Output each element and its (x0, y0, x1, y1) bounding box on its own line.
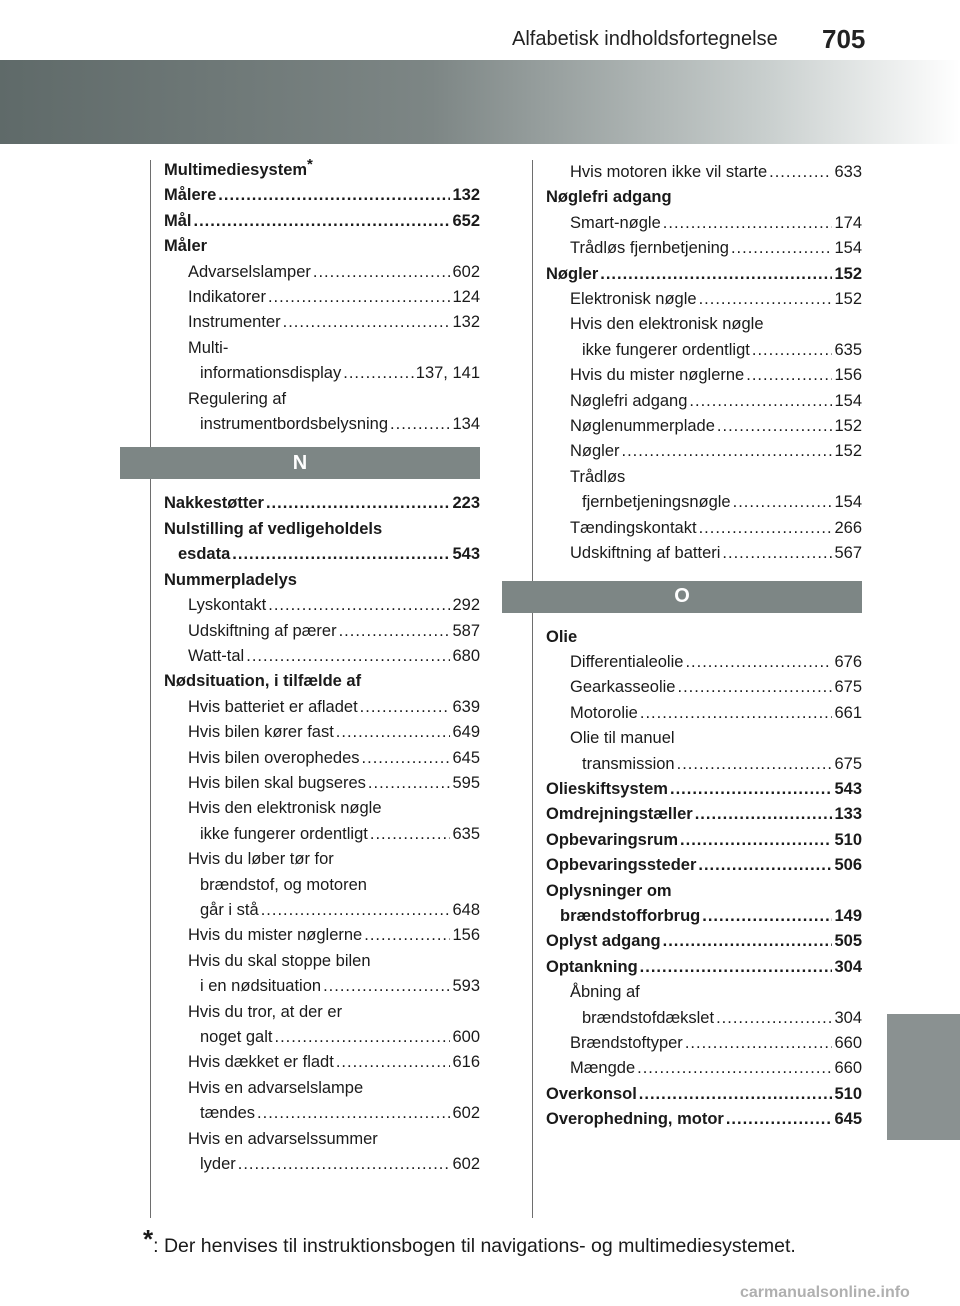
index-entry-page: 676 (834, 652, 862, 671)
index-entry-text: Hvis en advarselssummer (188, 1129, 378, 1148)
index-entry (164, 949, 480, 974)
index-entry-text: Hvis du tror, at der er (188, 1002, 343, 1021)
index-entry (164, 771, 480, 796)
index-entry-text: går i stå (200, 900, 259, 919)
section-header-o: O (502, 581, 862, 613)
index-entry-text: Hvis den elektronisk nøgle (570, 315, 764, 334)
index-entry (546, 726, 862, 751)
index-entry-page: 543 (452, 545, 480, 564)
index-entry-page: 133 (834, 805, 862, 824)
index-entry-text: Nulstilling af vedligeholdels (164, 519, 383, 538)
index-entry-text: Nøgler (546, 264, 599, 283)
index-entry-page: 675 (834, 754, 862, 773)
index-entry-page: 543 (834, 779, 862, 798)
index-entry-text: Hvis bilen skal bugseres (188, 773, 366, 792)
index-entry-page: 304 (834, 957, 862, 976)
index-entry-text: Instrumenter (188, 313, 281, 332)
index-entry (164, 695, 480, 720)
dot-leader (689, 389, 832, 414)
index-entry (546, 287, 862, 312)
index-entry-text: Motorolie (570, 703, 638, 722)
index-entry-text: Opbevaringsrum (546, 830, 679, 849)
index-entry-page: 602 (452, 262, 480, 281)
index-entry-page: 635 (834, 340, 862, 359)
index-entry (164, 1050, 480, 1075)
index-entry-text: Hvis bilen kører fast (188, 723, 334, 742)
index-entry (546, 312, 862, 337)
dot-leader (364, 923, 450, 948)
index-entry-page: 223 (452, 494, 480, 513)
index-entry (164, 412, 480, 437)
index-entry-text: Hvis bilen overophedes (188, 748, 360, 767)
index-entry-text: ikke fungerer ordentligt (582, 340, 750, 359)
dot-leader (699, 287, 833, 312)
index-entry (546, 465, 862, 490)
index-entry-text: i en nødsituation (200, 977, 322, 996)
index-entry-text: Oplysninger om (546, 881, 672, 900)
dot-leader (343, 361, 414, 386)
index-entry (164, 568, 480, 593)
dot-leader (268, 285, 451, 310)
index-entry (164, 847, 480, 872)
index-entry (164, 1000, 480, 1025)
index-entry-page: 174 (834, 213, 862, 232)
footnote (143, 1224, 796, 1259)
dot-leader (600, 262, 832, 287)
dot-leader (194, 209, 451, 234)
index-entry-page: 132 (452, 186, 480, 205)
index-entry (546, 236, 862, 261)
index-entry (164, 158, 480, 183)
index-entry-text: Overophedning, motor (546, 1110, 724, 1129)
index-entry (546, 853, 862, 878)
index-entry-page: 510 (834, 1084, 862, 1103)
left-index-column (164, 158, 480, 1177)
index-entry-text: esdata (178, 545, 231, 564)
index-entry-text: Hvis batteriet er afladet (188, 697, 358, 716)
index-entry-text: Åbning af (570, 983, 640, 1002)
page-number: 705 (822, 24, 866, 54)
index-entry (164, 898, 480, 923)
index-entry (164, 1101, 480, 1126)
index-entry-text: Watt-tal (188, 646, 245, 665)
index-entry-text: Nøglenummerplade (570, 417, 715, 436)
index-entry-text: Optankning (546, 957, 638, 976)
index-entry-page: 304 (834, 1008, 862, 1027)
index-entry-text: Nøglefri adgang (546, 188, 672, 207)
index-entry-text: Advarselslamper (188, 262, 311, 281)
right-index-column (546, 160, 862, 1133)
dot-leader (313, 260, 451, 285)
index-entry (546, 338, 862, 363)
index-entry (164, 593, 480, 618)
index-entry-page: 292 (452, 596, 480, 615)
index-entry-text: brændstofforbrug (560, 906, 701, 925)
index-entry-page: 645 (834, 1110, 862, 1129)
dot-leader (218, 183, 450, 208)
index-entry-page: 680 (452, 646, 480, 665)
index-entry (164, 310, 480, 335)
index-entry (164, 1025, 480, 1050)
index-entry (546, 185, 862, 210)
dot-leader (726, 1107, 833, 1132)
index-entry-text: informationsdisplay (200, 364, 342, 383)
index-entry-text: Regulering af (188, 389, 287, 408)
index-entry (164, 183, 480, 208)
index-entry-text: Olieskiftsystem (546, 779, 668, 798)
dot-leader (370, 822, 451, 847)
index-entry (546, 541, 862, 566)
index-entry (546, 777, 862, 802)
index-entry (546, 955, 862, 980)
index-entry-text: Brændstoftyper (570, 1034, 683, 1052)
dot-leader (698, 853, 832, 878)
index-entry-text: Nummerpladelys (164, 570, 297, 589)
index-entry-page: 595 (452, 773, 480, 792)
index-entry-text: Olie til manuel (570, 729, 675, 748)
left-section-entries (164, 491, 480, 1177)
dot-leader (677, 675, 832, 700)
header-banner (0, 60, 960, 144)
index-entry-page: 675 (834, 678, 862, 697)
dot-leader (232, 542, 450, 567)
dot-leader (752, 338, 833, 363)
dot-leader (323, 974, 450, 999)
index-entry-page: 567 (834, 544, 862, 563)
index-entry (546, 1082, 862, 1107)
index-entry (546, 625, 862, 650)
index-entry-text: Nøgler (570, 442, 620, 461)
dot-leader (695, 802, 833, 827)
dot-leader (717, 414, 833, 439)
index-entry (546, 262, 862, 287)
page-header-title: Alfabetisk indholdsfortegnelse (512, 28, 778, 50)
index-entry-text: brændstofdækslet (582, 1008, 715, 1027)
index-entry-page: 152 (834, 290, 862, 309)
dot-leader (637, 1056, 832, 1081)
footnote-marker: * (143, 1224, 154, 1254)
watermark: carmanualsonline.info (740, 1284, 910, 1301)
index-entry-text: noget galt (200, 1028, 273, 1046)
index-entry-page: 616 (452, 1053, 480, 1072)
index-entry-text: Nøglefri adgang (570, 391, 688, 410)
index-entry-page: 266 (834, 518, 862, 537)
dot-leader (716, 1006, 832, 1031)
index-entry-page: 132 (452, 313, 480, 332)
index-entry (546, 828, 862, 853)
dot-leader (336, 1050, 451, 1075)
index-entry (164, 361, 480, 386)
index-entry (164, 1152, 480, 1177)
index-entry-page: 649 (452, 723, 480, 742)
index-entry-text: Nakkestøtter (164, 494, 264, 513)
index-entry-text: Overkonsol (546, 1084, 637, 1103)
index-entry-text: Hvis den elektronisk nøgle (188, 799, 382, 818)
index-entry (164, 542, 480, 567)
dot-leader (722, 541, 832, 566)
dot-leader (685, 650, 832, 675)
index-entry-text: Opbevaringssteder (546, 856, 697, 875)
index-entry-text: Multi- (188, 338, 229, 357)
dot-leader (699, 516, 833, 541)
index-entry-page: 134 (452, 415, 480, 434)
index-entry (164, 260, 480, 285)
index-entry (546, 980, 862, 1005)
dot-leader (685, 1031, 833, 1056)
section-header-n: N (120, 447, 480, 479)
index-entry-text: Nødsituation, i tilfælde af (164, 672, 362, 691)
index-entry-text: Oplyst adgang (546, 932, 661, 951)
dot-leader (733, 490, 833, 515)
index-entry-page: 154 (834, 391, 862, 410)
index-entry-text: tændes (200, 1104, 256, 1123)
index-entry (164, 796, 480, 821)
index-entry-text: Hvis du mister nøglerne (188, 926, 363, 945)
dot-leader (336, 720, 451, 745)
index-entry-page: 124 (452, 288, 480, 307)
index-entry-page: 156 (452, 926, 480, 945)
dot-leader (246, 644, 450, 669)
index-entry (546, 160, 862, 185)
index-entry (164, 619, 480, 644)
index-entry (546, 490, 862, 515)
right-section-entries (546, 625, 862, 1133)
dot-leader (663, 211, 833, 236)
index-entry-page: 648 (452, 900, 480, 919)
index-entry-text: Måler (164, 237, 208, 256)
index-entry (164, 644, 480, 669)
index-entry (546, 752, 862, 777)
index-entry-text: Hvis motoren ikke vil starte (570, 163, 768, 181)
dot-leader (731, 236, 833, 261)
index-entry (546, 414, 862, 439)
index-entry-page: 602 (452, 1104, 480, 1123)
index-entry-page: 156 (834, 366, 862, 385)
index-entry (546, 1006, 862, 1031)
index-entry (546, 389, 862, 414)
index-entry (164, 1076, 480, 1101)
index-entry-superscript: * (307, 156, 313, 173)
index-entry (546, 802, 862, 827)
left-column-divider (150, 160, 151, 1218)
index-entry (546, 879, 862, 904)
index-entry (164, 234, 480, 259)
index-entry (546, 904, 862, 929)
index-entry-text: lyder (200, 1155, 236, 1174)
index-entry-text: Hvis du løber tør for (188, 850, 334, 869)
index-entry-page: 660 (834, 1034, 862, 1052)
index-entry (546, 701, 862, 726)
index-entry-page: 602 (452, 1155, 480, 1174)
index-entry-text: ikke fungerer ordentligt (200, 824, 368, 843)
index-entry (546, 1056, 862, 1081)
dot-leader (769, 160, 832, 185)
dot-leader (677, 752, 833, 777)
index-entry-page: 661 (834, 703, 862, 722)
dot-leader (257, 1101, 450, 1126)
index-entry (546, 439, 862, 464)
index-entry-text: transmission (582, 754, 675, 773)
index-entry-text: Hvis en advarselslampe (188, 1078, 364, 1097)
index-entry-page: 593 (452, 977, 480, 996)
dot-leader (663, 929, 833, 954)
index-entry-page: 652 (452, 211, 480, 230)
chapter-side-tab (887, 1014, 960, 1140)
index-entry-text: Gearkasseolie (570, 678, 676, 697)
index-entry (164, 923, 480, 948)
index-entry-page: 149 (834, 906, 862, 925)
index-entry (546, 650, 862, 675)
dot-leader (680, 828, 832, 853)
index-entry-page: 587 (452, 621, 480, 640)
left-top-entries (164, 158, 480, 437)
right-top-entries (546, 160, 862, 567)
index-entry-text: Mål (164, 211, 192, 230)
dot-leader (622, 439, 833, 464)
index-entry (164, 336, 480, 361)
index-entry-text: fjernbetjeningsnøgle (582, 493, 731, 512)
index-entry (164, 1127, 480, 1152)
dot-leader (268, 593, 450, 618)
index-entry (164, 873, 480, 898)
footnote-text: : Der henvises til instruktionsbogen til navigations- og multimediesystemet. (153, 1235, 796, 1257)
index-entry (164, 746, 480, 771)
index-entry-text: Indikatorer (188, 288, 266, 307)
dot-leader (360, 695, 451, 720)
index-entry-text: Hvis dækket er fladt (188, 1053, 334, 1072)
index-entry-page: 152 (834, 442, 862, 461)
index-entry-text: Trådløs fjernbetjening (570, 239, 729, 258)
index-entry-page: 506 (834, 856, 862, 875)
index-entry-text: brændstof, og motoren (200, 875, 367, 894)
index-entry (164, 974, 480, 999)
index-entry-text: Trådløs (570, 467, 626, 486)
index-entry-text: Hvis du skal stoppe bilen (188, 951, 371, 970)
index-entry-page: 600 (452, 1028, 480, 1046)
center-column-divider (532, 160, 533, 1218)
index-entry-text: Målere (164, 186, 217, 205)
dot-leader (746, 363, 832, 388)
index-entry-text: Udskiftning af pærer (188, 621, 337, 640)
dot-leader (266, 491, 451, 516)
index-entry (164, 209, 480, 234)
index-entry (546, 516, 862, 541)
dot-leader (640, 701, 833, 726)
index-entry (164, 517, 480, 542)
index-entry (546, 675, 862, 700)
dot-leader (261, 898, 451, 923)
index-entry-page: 635 (452, 824, 480, 843)
index-entry (164, 387, 480, 412)
index-entry-text: Hvis du mister nøglerne (570, 366, 745, 385)
index-entry-page: 152 (834, 417, 862, 436)
index-entry (546, 363, 862, 388)
dot-leader (238, 1152, 451, 1177)
dot-leader (639, 1082, 833, 1107)
dot-leader (702, 904, 832, 929)
index-entry (546, 929, 862, 954)
index-entry-page: 505 (834, 932, 862, 951)
index-entry (546, 1107, 862, 1132)
index-entry (546, 211, 862, 236)
dot-leader (339, 619, 451, 644)
index-entry-page: 645 (452, 748, 480, 767)
dot-leader (274, 1025, 450, 1050)
index-entry-text: Smart-nøgle (570, 213, 661, 232)
dot-leader (390, 412, 450, 437)
index-entry (164, 491, 480, 516)
index-entry-page: 154 (834, 493, 862, 512)
index-entry (164, 720, 480, 745)
index-entry-page: 639 (452, 697, 480, 716)
index-entry-page: 154 (834, 239, 862, 258)
index-entry-text: Elektronisk nøgle (570, 290, 697, 309)
index-entry-text: Lyskontakt (188, 596, 267, 615)
dot-leader (640, 955, 833, 980)
index-entry-page: 510 (834, 830, 862, 849)
index-entry-text: Omdrejningstæller (546, 805, 693, 824)
index-entry-page: 660 (834, 1059, 862, 1078)
index-entry-text: instrumentbordsbelysning (200, 415, 389, 434)
dot-leader (362, 746, 451, 771)
index-entry-page: 152 (834, 264, 862, 283)
index-entry (546, 1031, 862, 1056)
index-entry-page: 137, 141 (415, 364, 480, 383)
dot-leader (283, 310, 451, 335)
index-entry (164, 669, 480, 694)
index-entry-text: Mængde (570, 1059, 636, 1078)
index-entry-text: Olie (546, 627, 578, 646)
index-entry-text: Multimediesystem (164, 161, 308, 179)
index-entry-text: Tændingskontakt (570, 518, 697, 537)
index-entry (164, 822, 480, 847)
index-entry-text: Differentialeolie (570, 652, 684, 671)
index-entry (164, 285, 480, 310)
index-entry-text: Udskiftning af batteri (570, 544, 721, 563)
dot-leader (670, 777, 832, 802)
index-entry-page: 633 (834, 163, 862, 181)
dot-leader (368, 771, 451, 796)
